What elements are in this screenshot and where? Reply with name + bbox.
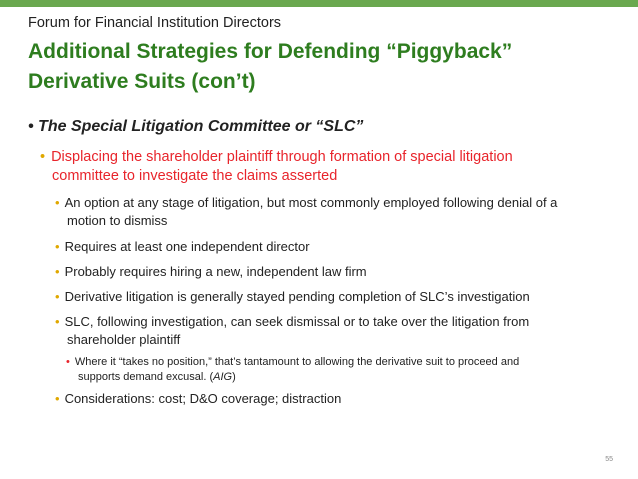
list-item	[55, 194, 608, 230]
bullet-dot-icon: •	[55, 289, 60, 304]
page-number: 55	[605, 456, 613, 463]
bullet-dot-icon: •	[28, 118, 39, 135]
sub-list-item-line-1: Where it “takes no position,” that’s tantamount to allowing the derivative suit to proceed and	[74, 356, 520, 368]
bullet-dot-icon: •	[55, 195, 60, 210]
list-item	[55, 313, 608, 349]
list-item	[55, 238, 608, 256]
list-item-line-2: shareholder plaintiff	[67, 332, 181, 347]
bullet-level-2	[40, 148, 606, 186]
bullet-dot-icon: •	[40, 149, 46, 165]
slide-title-line-2: Derivative Suits (con’t)	[28, 70, 256, 93]
bullet-level-1-text: The Special Litigation Committee or “SLC”	[38, 118, 364, 135]
slide-title	[28, 37, 628, 97]
bullet-dot-icon: •	[66, 356, 70, 368]
list-item-line-2: motion to dismiss	[67, 213, 168, 228]
list-item	[55, 288, 608, 306]
list-item-line-1: Derivative litigation is generally stayed pending completion of SLC’s investigation	[64, 289, 530, 304]
list-item-line-1: Considerations: cost; D&O coverage; distraction	[64, 391, 342, 406]
list-item	[55, 263, 608, 281]
top-accent-bar	[0, 0, 638, 7]
list-item-line-1: An option at any stage of litigation, but most commonly employed following denial of a	[64, 195, 558, 210]
list-item-line-1: Probably requires hiring a new, independent law firm	[64, 264, 367, 279]
slide-title-line-1: Additional Strategies for Defending “Piggyback”	[28, 40, 513, 63]
sub-list-item-line-2: supports demand excusal. (AIG)	[78, 371, 236, 383]
bullet-dot-icon: •	[55, 264, 60, 279]
bullet-dot-icon: •	[55, 314, 60, 329]
sub-list-item	[66, 355, 608, 385]
bullet-dot-icon: •	[55, 239, 60, 254]
list-item-line-1: SLC, following investigation, can seek dismissal or to take over the litigation from	[64, 314, 530, 329]
list-item	[55, 390, 608, 408]
bullet-dot-icon: •	[55, 391, 60, 406]
bullet-level-2-line-2: committee to investigate the claims asserted	[52, 168, 338, 184]
list-item-line-1: Requires at least one independent director	[64, 239, 310, 254]
organization-header: Forum for Financial Institution Directors	[28, 15, 282, 31]
bullet-level-2-line-1: Displacing the shareholder plaintiff through formation of special litigation	[51, 149, 513, 165]
bullet-level-1	[28, 118, 363, 136]
